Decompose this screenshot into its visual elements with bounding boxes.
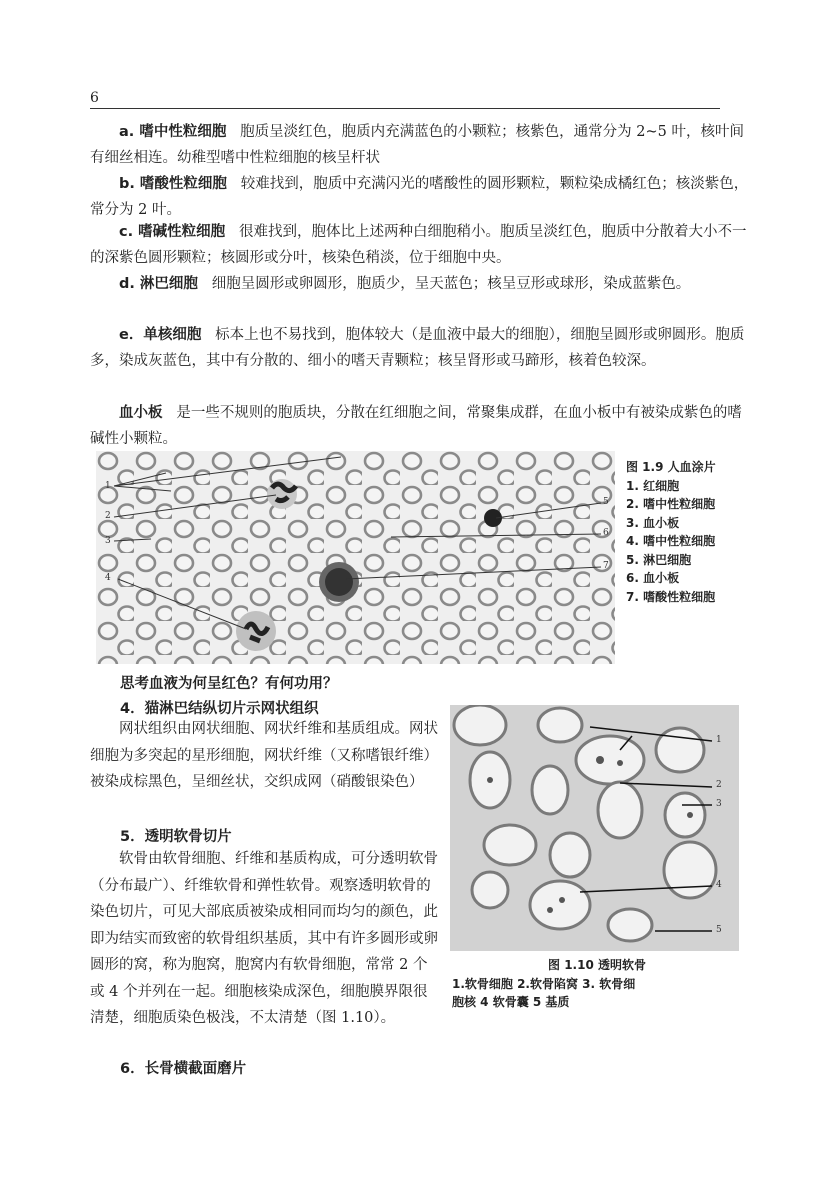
caption-item-5: 5. 淋巴细胞: [626, 552, 692, 567]
figure-1-10-line1: 1.软骨细胞 2.软骨陷窝 3. 软骨细: [452, 976, 636, 991]
header-rule: [90, 108, 720, 109]
section-4-body: 网状组织由网状细胞、网状纤维和基质组成。网状细胞为多突起的星形细胞，网状纤维（又称嗜银纤维）被染成棕黑色，呈细丝状，交织成网（硝酸银染色）: [90, 721, 438, 790]
caption-item-4: 4. 嗜中性粒细胞: [626, 534, 716, 548]
section-5-body: 软骨由软骨细胞、纤维和基质构成，可分透明软骨（分布最广）、纤维软骨和弹性软骨。观察透明软骨的染色切片，可见大部底质被染成相同而均匀的颜色，此即为结实而致密的软骨组织基质，其中有许多圆形或卵圆形的窝，称为胞窝，胞窝内有软骨细胞，常常 2 个或 4 个并列在一起。细胞核染成深色，细胞膜界限很清楚，细胞质染色极浅，不太清楚（图 1.10）。: [90, 851, 438, 1026]
paragraph-lymphocyte: [90, 271, 750, 297]
term-neutrophil: a. 嗜中性粒细胞: [119, 124, 227, 140]
figure-1-10-title: 图 1.10 透明软骨: [548, 958, 646, 972]
caption-item-3: 3. 血小板: [626, 515, 680, 530]
caption-item-1: 1. 红细胞: [626, 478, 680, 493]
term-eosinophil: b. 嗜酸性粒细胞: [119, 176, 227, 192]
cartilage-label-5: 5: [716, 925, 722, 935]
figure-label-7: 7: [603, 561, 609, 571]
figure-1-10-caption: [452, 956, 742, 1012]
cartilage-label-1: 1: [716, 735, 722, 745]
figure-label-4: 4: [105, 573, 111, 583]
cartilage-figure: [450, 705, 739, 951]
page-number: 6: [90, 90, 99, 106]
section-5-heading: 5．透明软骨切片: [120, 829, 232, 845]
term-monocyte: e．单核细胞: [119, 327, 202, 343]
cartilage-label-4: 4: [716, 880, 722, 890]
blood-smear-image: [96, 451, 615, 664]
paragraph-eosinophil: [90, 171, 750, 223]
paragraph-platelet: [90, 400, 750, 452]
figure-label-6: 6: [603, 528, 609, 538]
figure-label-1: 1: [105, 481, 111, 491]
term-lymphocyte: d. 淋巴细胞: [119, 276, 198, 292]
section-5-text: [90, 846, 438, 1032]
section-6-heading: 6．长骨横截面磨片: [120, 1061, 247, 1077]
blood-smear-figure: [96, 451, 615, 664]
term-platelet: 血小板: [119, 405, 163, 421]
paragraph-basophil: [90, 219, 750, 271]
figure-1-9-title: 图 1.9 人血涂片: [626, 460, 716, 474]
term-basophil: c. 嗜碱性粒细胞: [119, 224, 226, 240]
desc-basophil: 很难找到，胞体比上述两种白细胞稍小。胞质呈淡红色，胞质中分散着大小不一的深紫色圆形颗粒；核圆形或分叶，核染色稍淡，位于细胞中央。: [90, 224, 747, 266]
figure-label-3: 3: [105, 536, 111, 546]
desc-monocyte: 标本上也不易找到，胞体较大（是血液中最大的细胞），细胞呈圆形或卵圆形。胞质多，染成灰蓝色，其中有分散的、细小的嗜天青颗粒；核呈肾形或马蹄形，核着色较深。: [90, 327, 745, 369]
desc-eosinophil: 较难找到，胞质中充满闪光的嗜酸性的圆形颗粒，颗粒染成橘红色；核淡紫色，常分为 2 叶。: [90, 176, 749, 218]
desc-platelet: 是一些不规则的胞质块，分散在红细胞之间，常聚集成群，在血小板中有被染成紫色的嗜碱性小颗粒。: [90, 405, 742, 447]
paragraph-monocyte: [90, 322, 750, 374]
figure-1-9-caption: [626, 458, 716, 606]
cartilage-label-2: 2: [716, 780, 722, 790]
section-4-text: [90, 716, 438, 796]
caption-item-2: 2. 嗜中性粒细胞: [626, 497, 716, 511]
cartilage-image: [450, 705, 739, 951]
caption-item-6: 6. 血小板: [626, 571, 680, 585]
question: 思考血液为何呈红色？有何功用？: [120, 676, 338, 692]
cartilage-label-3: 3: [716, 799, 722, 809]
caption-item-7: 7. 嗜酸性粒细胞: [626, 589, 716, 604]
figure-label-2: 2: [105, 511, 111, 521]
figure-label-5: 5: [603, 497, 609, 507]
section-4-heading: 4．猫淋巴结纵切片示网状组织: [120, 701, 319, 717]
paragraph-neutrophil: [90, 119, 750, 171]
desc-lymphocyte: 细胞呈圆形或卵圆形，胞质少，呈天蓝色；核呈豆形或球形，染成蓝紫色。: [211, 276, 691, 292]
desc-neutrophil: 胞质呈淡红色，胞质内充满蓝色的小颗粒；核紫色，通常分为 2~5 叶，核叶间有细丝相连。幼稚型嗜中性粒细胞的核呈杆状: [90, 124, 744, 166]
figure-1-10-line2: 胞核 4 软骨囊 5 基质: [452, 995, 570, 1009]
